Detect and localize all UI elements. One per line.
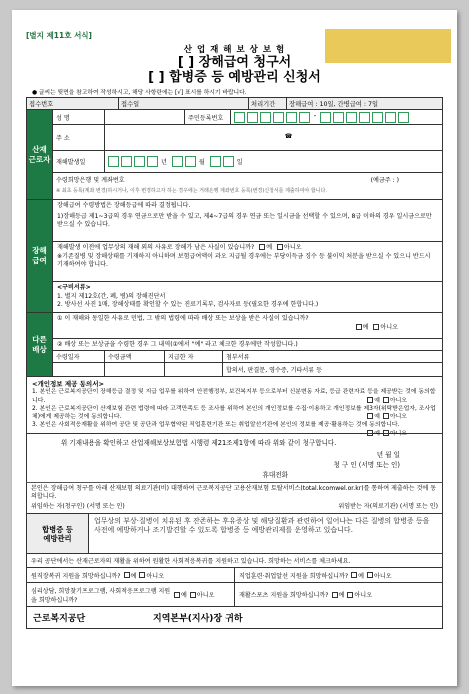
day-label: 일 <box>236 159 243 166</box>
rrn-boxes[interactable]: - <box>231 110 442 124</box>
form-footer <box>26 607 443 629</box>
phone-icon: ☎ <box>284 133 293 140</box>
col-received-date: 수령일자 <box>53 351 105 362</box>
form-title-line1: [ ] 장해급여 청구서 <box>177 55 292 70</box>
service-4-no-checkbox[interactable] <box>347 592 353 598</box>
prior-disability-note: ※기존질병 및 장해상태를 기재하지 아니하며 보험급여액이 과오 지급될 경우에는 부당이득금 징수 등 불이익 처분을 받으실 수 있으니 반드시 기재하여야 합니다. <box>57 252 431 269</box>
mobile-phone-label[interactable]: 휴대전화 <box>262 470 288 479</box>
services-row-1 <box>26 568 443 583</box>
delegator-signature[interactable]: 위임하는 자(청구인) (서명 또는 인) <box>31 502 125 510</box>
intake-row <box>26 97 443 110</box>
consent-no-label: 아니오 <box>389 397 407 404</box>
services-intro: 우리 공단에서는 산재근로자의 재활을 위하여 원활한 사회적응복귀를 지원하고 있습니다. 희망하는 서비스를 체크하세요. <box>26 554 443 568</box>
consent-item-1 <box>32 388 437 405</box>
worker-section-label <box>27 110 53 199</box>
receipt-number-label: 접수번호 <box>27 98 119 109</box>
service-no-label: 아니오 <box>354 592 373 599</box>
claim-form-page <box>12 10 457 686</box>
period-value: 장해급여 : 10일, 간병급여 : 7일 <box>289 101 379 108</box>
other-compensation-section <box>26 313 443 377</box>
other-q1-choices <box>57 324 438 333</box>
service-yes-label: 예 <box>358 572 365 580</box>
no-label: 아니오 <box>284 244 302 251</box>
redaction-stamp <box>325 29 451 63</box>
consent-yes-label: 예 <box>374 414 380 421</box>
delegation-text: 본인은 장해급여 청구를 아래 산재보험 의료기관(비) 대행하여 근로복지공단 고용산재보험 토탈서비스(total.kcomwel.or.kr)를 통하여 제출하는 것에 동의합니다. <box>31 484 437 501</box>
receipt-date-label: 접수일 <box>119 98 249 109</box>
consent-item-1-text: 1. 본인은 근로복지공단이 장해등급 결정 및 지급 업무를 위하여 안전행정부, 보건복지부 등으로부터 신분변동 자료, 등급 관련자료 등을 제공받는 것에 동의합니다. <box>32 389 436 404</box>
privacy-consent <box>26 377 443 437</box>
year-label: 년 <box>161 159 167 166</box>
prior-disability-text: 재해발생 이전에 업무상의 재해 외의 사유로 장해가 남은 사실이 있습니까? <box>57 244 255 251</box>
name-label: 성 명 <box>53 110 105 124</box>
form-number: [별지 제11호 서식] <box>26 31 92 40</box>
service-1-yes-checkbox[interactable] <box>124 572 130 578</box>
prevention-text: 업무상의 부상·질병이 치유된 후 잔존하는 후유증상 및 해당질환과 관련하여 일어나는 다른 질병의 합병증 등을 사전에 예방하거나 조기발견할 수 있도록 합병증 등 예방관리제를 운영하고 있습니다. <box>94 517 430 534</box>
worker-section <box>26 110 443 200</box>
benefit-para1: 장해급여 수령방법은 장해등급에 따라 결정됩니다. <box>57 202 191 209</box>
other-section-title: 다른 배상 <box>32 334 47 354</box>
period-label: 처리기간 <box>249 98 287 109</box>
service-counseling-text: 심리상담, 희망찾기프로그램, 사회적응프로그램 지원을 희망하십니까? <box>31 587 171 604</box>
service-job-training-text: 직업훈련·취업알선 지원을 희망하십니까? <box>239 572 349 580</box>
service-4-yes-checkbox[interactable] <box>332 592 338 598</box>
consent-item-3 <box>32 421 437 437</box>
account-label: 수령희망은행 및 계좌번호 <box>56 177 125 184</box>
service-job-training <box>235 568 442 582</box>
form-notice: ● 글씨는 뒷면을 참고하여 작성하시고, 해당 사항란에는 [√] 표시를 하시기 바랍니다. <box>32 90 247 96</box>
other-no-label: 아니오 <box>380 323 398 331</box>
consent-1-yes-checkbox[interactable] <box>367 397 373 403</box>
service-return-work <box>27 568 235 582</box>
other-table-row <box>53 363 442 376</box>
consent-yes-label: 예 <box>374 397 380 404</box>
consent-2-no-checkbox[interactable] <box>383 413 389 419</box>
consent-item-2 <box>32 405 437 422</box>
footer-org: 근로복지공단 <box>33 614 86 624</box>
col-attachments: 첨부서류 <box>226 354 250 361</box>
consent-item-3-text: 3. 본인은 사회적응재활을 위하여 공단 및 공단과 업무협약된 직업훈련기관 또는 취업알선기관에 본인의 정보를 제공·활용하는 것에 동의합니다. <box>32 422 400 429</box>
signature-block <box>26 434 443 482</box>
service-no-label: 아니오 <box>374 572 392 580</box>
service-counseling <box>27 583 235 606</box>
claim-date[interactable]: 년 월 일 <box>376 450 400 459</box>
claimant-signature[interactable]: 청 구 인 (서명 또는 인) <box>333 460 400 469</box>
service-2-no-checkbox[interactable] <box>367 572 373 578</box>
received-date-field[interactable] <box>53 363 105 376</box>
delegation-block <box>26 482 443 514</box>
service-1-no-checkbox[interactable] <box>139 572 145 578</box>
prevention-block <box>26 514 443 554</box>
attachment-1: 1. 별지 제12호(간, 폐, 병)의 장해진단서 <box>57 292 166 300</box>
col-payer: 지급한 자 <box>165 351 223 362</box>
services-row-2 <box>26 583 443 607</box>
other-section-label <box>27 313 53 376</box>
delegate-signature[interactable]: 위임받는 자(의료기관) (서명 또는 인) <box>338 502 438 510</box>
service-yes-label: 예 <box>130 572 137 580</box>
attachment-2: 2. 방사선 사진 1매, 장해상태를 확인할 수 있는 진료기록부, 검사자료 등(필요한 경우에 한합니다.) <box>57 301 319 309</box>
consent-3-yes-checkbox[interactable] <box>367 430 373 436</box>
form-header <box>26 43 443 85</box>
account-holder-field[interactable]: (예금주 : ) <box>370 177 399 184</box>
benefit-para2: 1)장해등급 제1~3급의 경우 연금으로만 받을 수 있고, 제4~7급의 경우 연금 또는 일시금을 선택할 수 있으며, 8급 이하의 경우 일시금으로만 받으실 수 있습니다. <box>57 212 432 229</box>
consent-1-no-checkbox[interactable] <box>383 397 389 403</box>
benefit-section <box>26 200 443 313</box>
prior-disability-no-checkbox[interactable] <box>277 244 283 250</box>
yes-label: 예 <box>266 244 273 251</box>
consent-2-yes-checkbox[interactable] <box>367 413 373 419</box>
consent-title: <개인정보 제공 동의서> <box>32 380 104 388</box>
consent-no-label: 아니오 <box>389 414 407 421</box>
month-label: 월 <box>198 159 205 166</box>
other-q1: ① 이 재해와 동일한 사유로 민법, 그 밖의 법령에 따라 배상 또는 보상을 받은 사실이 있습니까? <box>57 315 309 322</box>
prior-disability-question <box>57 244 438 253</box>
address-field[interactable] <box>105 125 442 150</box>
claim-statement: 위 기재내용을 확인하고 산업재해보상보험법 시행령 제21조제1항에 따라 위와 같이 청구합니다. <box>60 438 337 447</box>
prevention-label <box>27 514 89 553</box>
account-note: ※ 최초 등록(계좌 변경)하시거나, 이후 변경하고자 하는 경우에는 거래은행 계좌번호 등록(변경)신청서를 제출하여야 합니다. <box>56 188 327 194</box>
service-3-yes-checkbox[interactable] <box>174 592 180 598</box>
form-title-line2: [ ] 합병증 등 예방관리 신청서 <box>148 70 321 85</box>
service-yes-label: 예 <box>338 592 345 599</box>
rrn-label: 주민등록번호 <box>185 110 231 124</box>
footer-addressee: 지역본부(지사)장 귀하 <box>153 614 243 624</box>
service-3-no-checkbox[interactable] <box>190 592 196 598</box>
consent-no-label: 아니오 <box>389 430 407 437</box>
payer-field[interactable] <box>165 363 223 376</box>
prevention-label-text: 합병증 등 예방관리 <box>42 524 73 543</box>
col-amount: 수령금액 <box>105 351 165 362</box>
service-2-yes-checkbox[interactable] <box>351 572 357 578</box>
prior-disability-yes-checkbox[interactable] <box>259 244 265 250</box>
attachment-types: 합의서, 판결문, 영수증, 기타서류 등 <box>226 367 322 374</box>
other-table-header <box>53 351 442 363</box>
worker-section-title: 산재 근로자 <box>28 144 51 164</box>
other-no-checkbox[interactable] <box>373 324 379 330</box>
service-no-label: 아니오 <box>146 572 165 580</box>
injury-date-label: 재해발생일 <box>53 151 105 172</box>
other-yes-checkbox[interactable] <box>356 324 362 330</box>
consent-item-2-text: 2. 본인은 근로복지공단이 산재보험 관련 법령에 따라 고객만족도 등 조사를 위하여 본인의 개인정보를 수집·이용하고 개인정보를 제3자(위탁받은업자, 조사업체)에게 제공하는 것에 동의합니다. <box>32 405 436 421</box>
service-return-work-text: 원직장복귀 지원을 희망하십니까? <box>31 572 121 580</box>
service-sports-text: 재활스포츠 지원을 희망하십니까? <box>239 592 329 599</box>
attachments-title: <구비서류> <box>57 284 91 291</box>
name-field[interactable] <box>105 110 185 124</box>
benefit-section-title: 장해 급여 <box>32 246 47 265</box>
law-title: 산 업 재 해 보 상 보 험 <box>183 45 286 55</box>
injury-date-field[interactable] <box>105 151 442 172</box>
service-sports <box>235 583 442 606</box>
amount-field[interactable] <box>105 363 165 376</box>
benefit-section-label <box>27 200 53 312</box>
other-q2: ② 배상 또는 보상금을 수령한 경우 그 내역(①에서 "예" 라고 체크한 경우에만 작성합니다.) <box>53 339 442 351</box>
service-no-label: 아니오 <box>196 592 215 599</box>
consent-3-no-checkbox[interactable] <box>383 430 389 436</box>
other-yes-label: 예 <box>362 323 369 331</box>
address-label: 주 소 <box>53 125 105 150</box>
consent-yes-label: 예 <box>374 430 380 437</box>
service-yes-label: 예 <box>181 592 187 599</box>
